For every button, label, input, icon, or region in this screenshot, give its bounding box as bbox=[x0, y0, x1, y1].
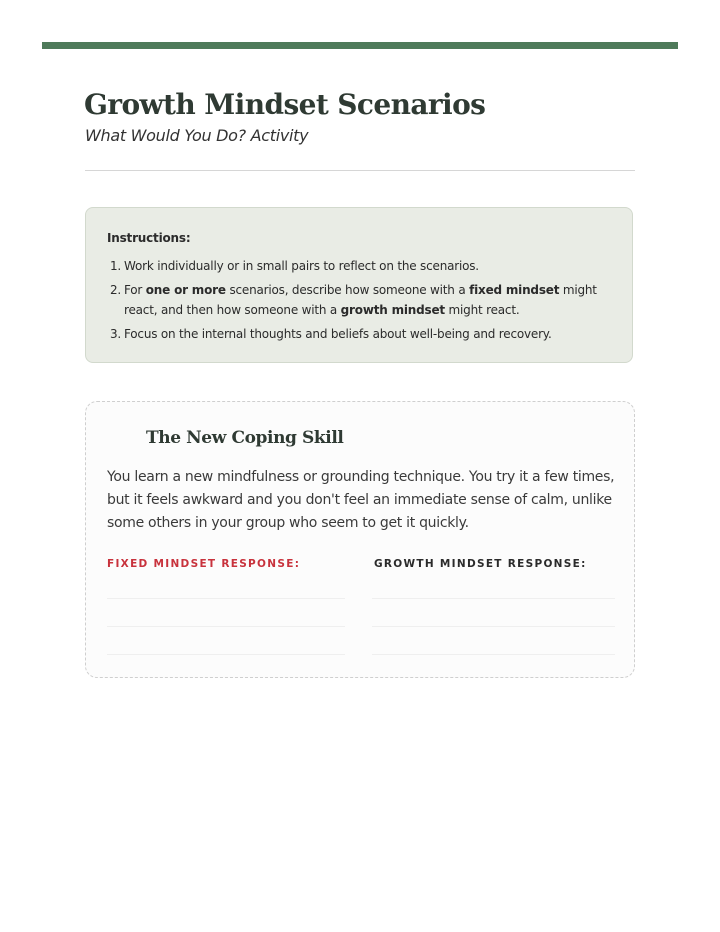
instruction-emphasis: one or more bbox=[145, 283, 226, 297]
growth-response-line-2[interactable] bbox=[372, 626, 615, 627]
instruction-number: 3. bbox=[110, 327, 122, 341]
instruction-text-part: scenarios, describe how someone with a bbox=[225, 283, 470, 297]
fixed-response-line-1[interactable] bbox=[107, 598, 345, 599]
instruction-item-3 bbox=[107, 324, 607, 344]
scenario-title: The New Coping Skill bbox=[146, 428, 344, 448]
growth-mindset-label: GROWTH MINDSET RESPONSE: bbox=[374, 558, 587, 570]
instruction-number: 1. bbox=[110, 259, 122, 273]
instruction-number: 2. bbox=[110, 283, 122, 297]
instruction-text: Work individually or in small pairs to reflect on the scenarios. bbox=[124, 259, 479, 273]
growth-response-line-1[interactable] bbox=[372, 598, 615, 599]
instructions-heading: Instructions: bbox=[107, 231, 191, 245]
fixed-mindset-label: FIXED MINDSET RESPONSE: bbox=[107, 558, 301, 570]
instruction-text-part: might react, and then how someone with a bbox=[124, 283, 597, 317]
instruction-text-part: For bbox=[124, 283, 146, 297]
fixed-response-line-2[interactable] bbox=[107, 626, 345, 627]
instruction-item-1 bbox=[107, 256, 607, 276]
scenario-description: You learn a new mindfulness or grounding technique. You try it a few times, but it feels awkward and you don't feel an immediate sense of calm, unlike some others in your group who seem to get it quickly. bbox=[107, 469, 615, 531]
instructions-box bbox=[85, 207, 633, 363]
instruction-text: Focus on the internal thoughts and beliefs about well-being and recovery. bbox=[124, 327, 552, 341]
page-title: Growth Mindset Scenarios bbox=[84, 88, 486, 121]
top-accent-bar bbox=[42, 42, 678, 49]
scenario-card bbox=[85, 401, 635, 678]
instructions-list bbox=[107, 256, 607, 348]
instruction-emphasis: growth mindset bbox=[340, 303, 445, 317]
growth-response-line-3[interactable] bbox=[372, 654, 615, 655]
instruction-item-2 bbox=[107, 280, 607, 320]
header-divider bbox=[85, 170, 635, 171]
page-subtitle: What Would You Do? Activity bbox=[85, 126, 309, 145]
instruction-emphasis: fixed mindset bbox=[469, 283, 560, 297]
fixed-response-line-3[interactable] bbox=[107, 654, 345, 655]
instruction-text-part: might react. bbox=[444, 303, 520, 317]
